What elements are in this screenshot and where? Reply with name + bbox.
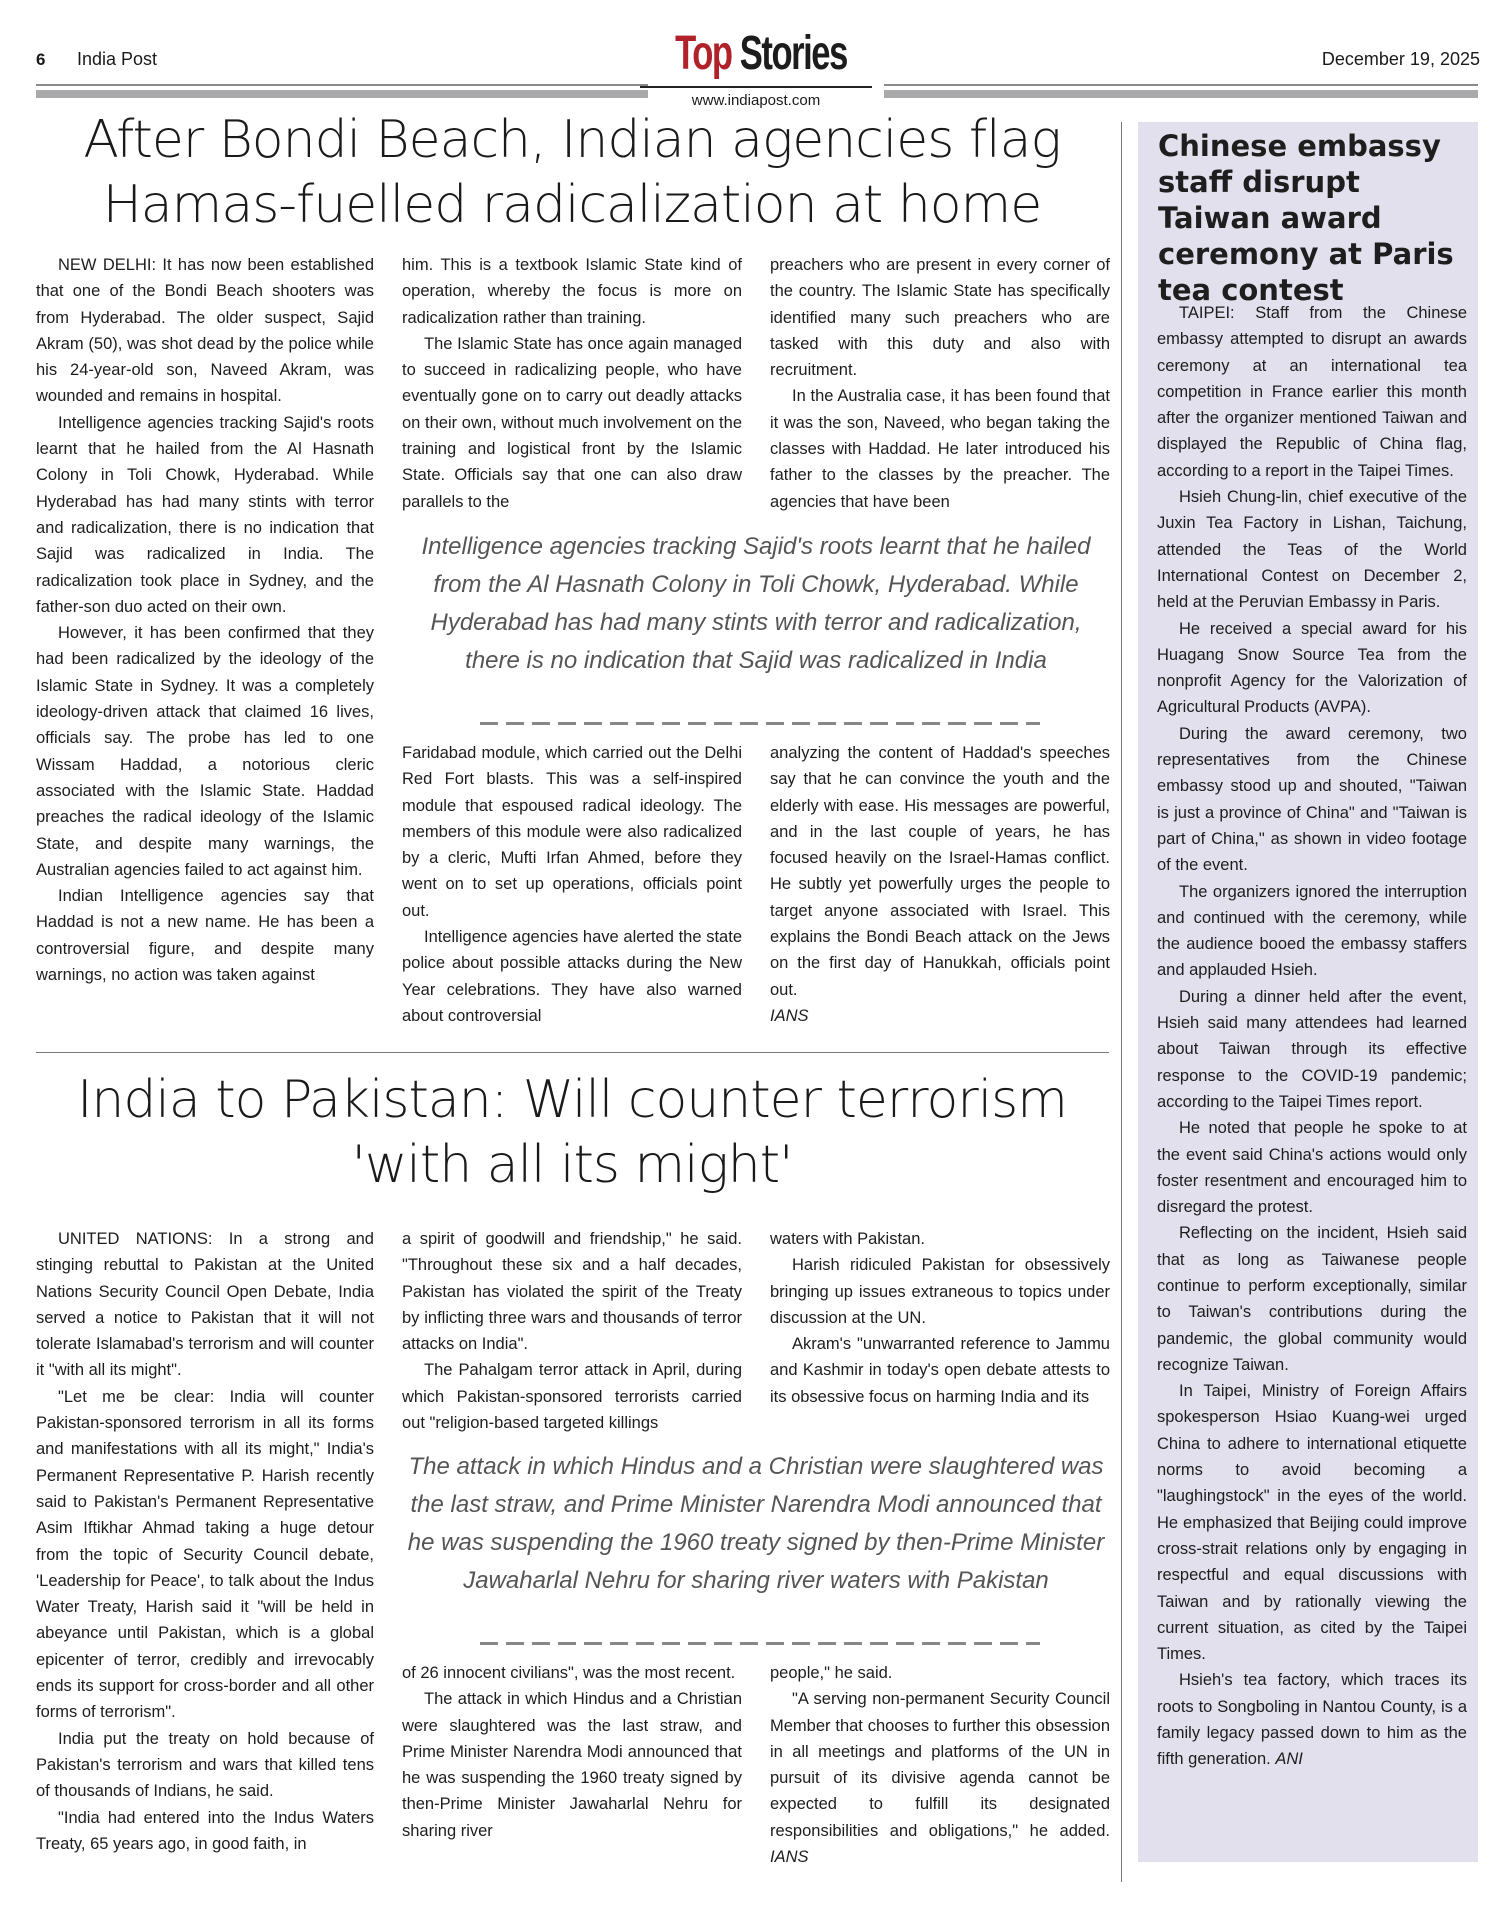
story1-pull-quote: Intelligence agencies tracking Sajid's roots learnt that he hailed from the Al Hasnath Colony in Toli Chowk, Hyderabad. While Hyderabad has had many stints with terror and radicalization, there is no indication that Sajid was radicalized in India: [421, 533, 1091, 674]
story2-column-2-top: [402, 1226, 742, 1436]
paragraph: "Let me be clear: India will counter Pakistan-sponsored terrorism in all its forms and manifestations with all its might," India's Permanent Representative P. Harish recently said to Pakistan's Permanent Representative Asim Iftikhar Ahmad taking a huge detour from the topic of Security Council debate, 'Leadership for Peace', to talk about the Indus Water Treaty, Harish said it "will be held in abeyance until Pakistan, which is a global epicenter of terror, credibly and irrevocably ends its support for cross-border and all other forms of terrorism".: [36, 1387, 374, 1722]
paragraph: The Pahalgam terror attack in April, during which Pakistan-sponsored terrorists carried out "religion-based targeted killings: [402, 1361, 742, 1433]
paragraph: The attack in which Hindus and a Christian were slaughtered was the last straw, and Prime Minister Narendra Modi announced that he was suspending the 1960 treaty signed by then-Prime Minister Jawaharlal Nehru for sharing river: [402, 1690, 742, 1840]
paragraph: In Taipei, Ministry of Foreign Affairs spokesperson Hsiao Kuang-wei urged China to adhere to international etiquette norms to avoid becoming a "laughingstock" in the eyes of the world. He emphasized that Beijing could improve cross-strait relations only by engaging in respectful and equal discussions with Taiwan and by rationally viewing the current situation, as cited by the Taipei Times.: [1157, 1382, 1467, 1664]
wire-credit: ANI: [1275, 1750, 1303, 1769]
paragraph: During a dinner held after the event, Hsieh said many attendees had learned about Taiwan through its effective response to the COVID-19 pandemic; according to the Taipei Times report.: [1157, 987, 1467, 1111]
sidebar-headline: Chinese embassy staff disrupt Taiwan award ceremony at Paris tea contest: [1158, 129, 1454, 307]
paragraph: analyzing the content of Haddad's speeches say that he can convince the youth and the elderly with ease. His messages are powerful, and in the last couple of years, he has focused heavily on the Israel-Hamas conflict. He subtly yet powerfully urges the people to target anyone associated with Israel. This explains the Bondi Beach attack on the Jews on the first day of Hanukkah, officials point out.: [770, 744, 1110, 999]
paragraph: Hsieh's tea factory, which traces its roots to Songboling in Nantou County, is a family legacy passed down to him as the fifth generation. ANI: [1157, 1671, 1467, 1769]
paragraph: The Islamic State has once again managed to succeed in radicalizing people, who have eventually gone on to carry out deadly attacks on their own, without much involvement on the training and logistical front by the Islamic State. Officials say that one can also draw parallels to the: [402, 334, 742, 511]
wire-credit: IANS: [770, 1848, 809, 1867]
masthead-rule-left-thin: [36, 84, 648, 86]
story1-column-1: [36, 252, 374, 988]
paragraph: "India had entered into the Indus Waters Treaty, 65 years ago, in good faith, in: [36, 1808, 374, 1853]
paragraph: preachers who are present in every corner of the country. The Islamic State has specifically identified many such preachers who are tasked with this duty and also with recruitment.: [770, 256, 1110, 380]
masthead-rule-left-thick: [36, 90, 648, 98]
story2-column-2-bottom: [402, 1660, 742, 1844]
section-logo: [674, 27, 848, 80]
story2-column-3-top: [770, 1226, 1110, 1410]
paragraph: UNITED NATIONS: In a strong and stinging rebuttal to Pakistan at the United Nations Security Council Open Debate, India served a notice to Pakistan that it will not tolerate Islamabad's terrorism and will counter it "with all its might".: [36, 1230, 374, 1380]
paragraph: India put the treaty on hold because of Pakistan's terrorism and wars that killed tens of thousands of Indians, he said.: [36, 1729, 374, 1801]
paragraph: Reflecting on the incident, Hsieh said that as long as Taiwanese people continue to perform exceptionally, similar to Taiwan's contributions during the pandemic, the global community would recognize Taiwan.: [1157, 1224, 1467, 1374]
paragraph: Akram's "unwarranted reference to Jammu and Kashmir in today's open debate attests to its obsessive focus on harming India and its: [770, 1335, 1110, 1406]
column-divider: [1121, 122, 1122, 1882]
paragraph: Intelligence agencies tracking Sajid's roots learnt that he hailed from the Al Hasnath Colony in Toli Chowk, Hyderabad. While Hyderabad has had many stints with terror and radicalization, there is no indication that Sajid was radicalized in India. The radicalization took place in Sydney, and the father-son duo acted on their own.: [36, 413, 374, 616]
paragraph: However, it has been confirmed that they had been radicalized by the ideology of the Islamic State in Sydney. It was a completely ideology-driven attack that claimed 16 lives, officials say. The probe has led to one Wissam Haddad, a notorious cleric associated with the Islamic State. Haddad preaches the radical ideology of the Islamic State, and despite many warnings, the Australian agencies failed to act against him.: [36, 624, 374, 879]
story1-column-2-top: [402, 252, 742, 515]
paragraph: TAIPEI: Staff from the Chinese embassy attempted to disrupt an awards ceremony at an international tea competition in France earlier this month after the organizer mentioned Taiwan and displayed the Republic of China flag, according to a report in the Taipei Times.: [1157, 304, 1467, 480]
paragraph: In the Australia case, it has been found that it was the son, Naveed, who began taking the classes with Haddad. He later introduced his father to the classes by the preacher. The agencies that have been: [770, 387, 1110, 511]
story-separator: [36, 1052, 1109, 1053]
paragraph: of 26 innocent civilians", was the most recent.: [402, 1664, 736, 1682]
paragraph: During the award ceremony, two representatives from the Chinese embassy stood up and shouted, "Taiwan is just a province of China" and "Taiwan is part of China," as shown in video footage of the event.: [1157, 724, 1467, 875]
paragraph: people," he said.: [770, 1664, 893, 1682]
paragraph: Faridabad module, which carried out the Delhi Red Fort blasts. This was a self-inspired module that espoused radical ideology. The members of this module were also radicalized by a cleric, Mufti Irfan Ahmed, before they went on to set up operations, officials point out.: [402, 744, 742, 920]
logo-stories: Stories: [739, 27, 847, 80]
pull-quote-dashes: [480, 722, 1040, 725]
paper-name: India Post: [77, 49, 158, 69]
masthead-rule-right-thick: [884, 90, 1478, 98]
logo-underline: [640, 86, 872, 88]
pull-quote-dashes: [480, 1642, 1040, 1645]
paragraph: Hsieh Chung-lin, chief executive of the Juxin Tea Factory in Lishan, Taichung, attended the Teas of the World International Contest on December 2, held at the Peruvian Embassy in Paris.: [1157, 488, 1467, 612]
story1-column-3-top: [770, 252, 1110, 515]
paragraph: He noted that people he spoke to at the event said China's actions would only foster resentment and encouraged him to disregard the protest.: [1157, 1119, 1467, 1217]
paragraph: him. This is a textbook Islamic State kind of operation, whereby the focus is more on radicalization rather than training.: [402, 256, 742, 327]
logo-top: Top: [675, 27, 732, 80]
story2-column-1: [36, 1226, 374, 1857]
paragraph: "A serving non-permanent Security Council Member that chooses to further this obsession in all meetings and platforms of the UN in pursuit of its divisive agenda cannot be expected to fulfill its designated responsibilities and obligations," he added. IANS: [770, 1690, 1110, 1867]
paragraph: The organizers ignored the interruption and continued with the ceremony, while the audience booed the embassy staffers and applauded Hsieh.: [1157, 882, 1467, 980]
sidebar-body: [1157, 300, 1467, 1773]
story2-pull-quote: The attack in which Hindus and a Christian were slaughtered was the last straw, and Prime Minister Narendra Modi announced that he was suspending the 1960 treaty signed by then-Prime Minister Jawaharlal Nehru for sharing river waters with Pakistan: [407, 1453, 1105, 1594]
page-number: 6: [36, 50, 46, 69]
paragraph: Harish ridiculed Pakistan for obsessively bringing up issues extraneous to topics under discussion at the UN.: [770, 1256, 1110, 1327]
story2-headline: India to Pakistan: Will counter terrorism 'with all its might': [77, 1070, 1067, 1195]
masthead-rule-right-thin: [884, 84, 1478, 86]
wire-credit: IANS: [770, 1006, 809, 1025]
issue-date: December 19, 2025: [1321, 49, 1480, 69]
paragraph: Intelligence agencies have alerted the state police about possible attacks during the New Year celebrations. They have also warned about controversial: [402, 928, 742, 1025]
story1-column-2-bottom: [402, 740, 742, 1029]
story1-headline: After Bondi Beach, Indian agencies flag Hamas-fuelled radicalization at home: [83, 110, 1061, 235]
paragraph: Indian Intelligence agencies say that Haddad is not a new name. He has been a controversial figure, and despite many warnings, no action was taken against: [36, 887, 374, 985]
story2-column-3-bottom: [770, 1660, 1110, 1870]
paragraph: waters with Pakistan.: [770, 1230, 925, 1248]
paragraph: He received a special award for his Huagang Snow Source Tea from the nonprofit Agency for the Valorization of Agricultural Products (AVPA).: [1157, 619, 1467, 717]
website-url[interactable]: www.indiapost.com: [691, 92, 821, 109]
paragraph: a spirit of goodwill and friendship," he said. "Throughout these six and a half decades, Pakistan has violated the spirit of the Treaty by inflicting three wars and thousands of terror attacks on India".: [402, 1230, 742, 1354]
story1-column-3-bottom: [770, 740, 1110, 1029]
masthead: [0, 0, 1512, 115]
paragraph: NEW DELHI: It has now been established that one of the Bondi Beach shooters was from Hyderabad. The older suspect, Sajid Akram (50), was shot dead by the police while his 24-year-old son, Naveed Akram, was wounded and remains in hospital.: [36, 256, 374, 406]
